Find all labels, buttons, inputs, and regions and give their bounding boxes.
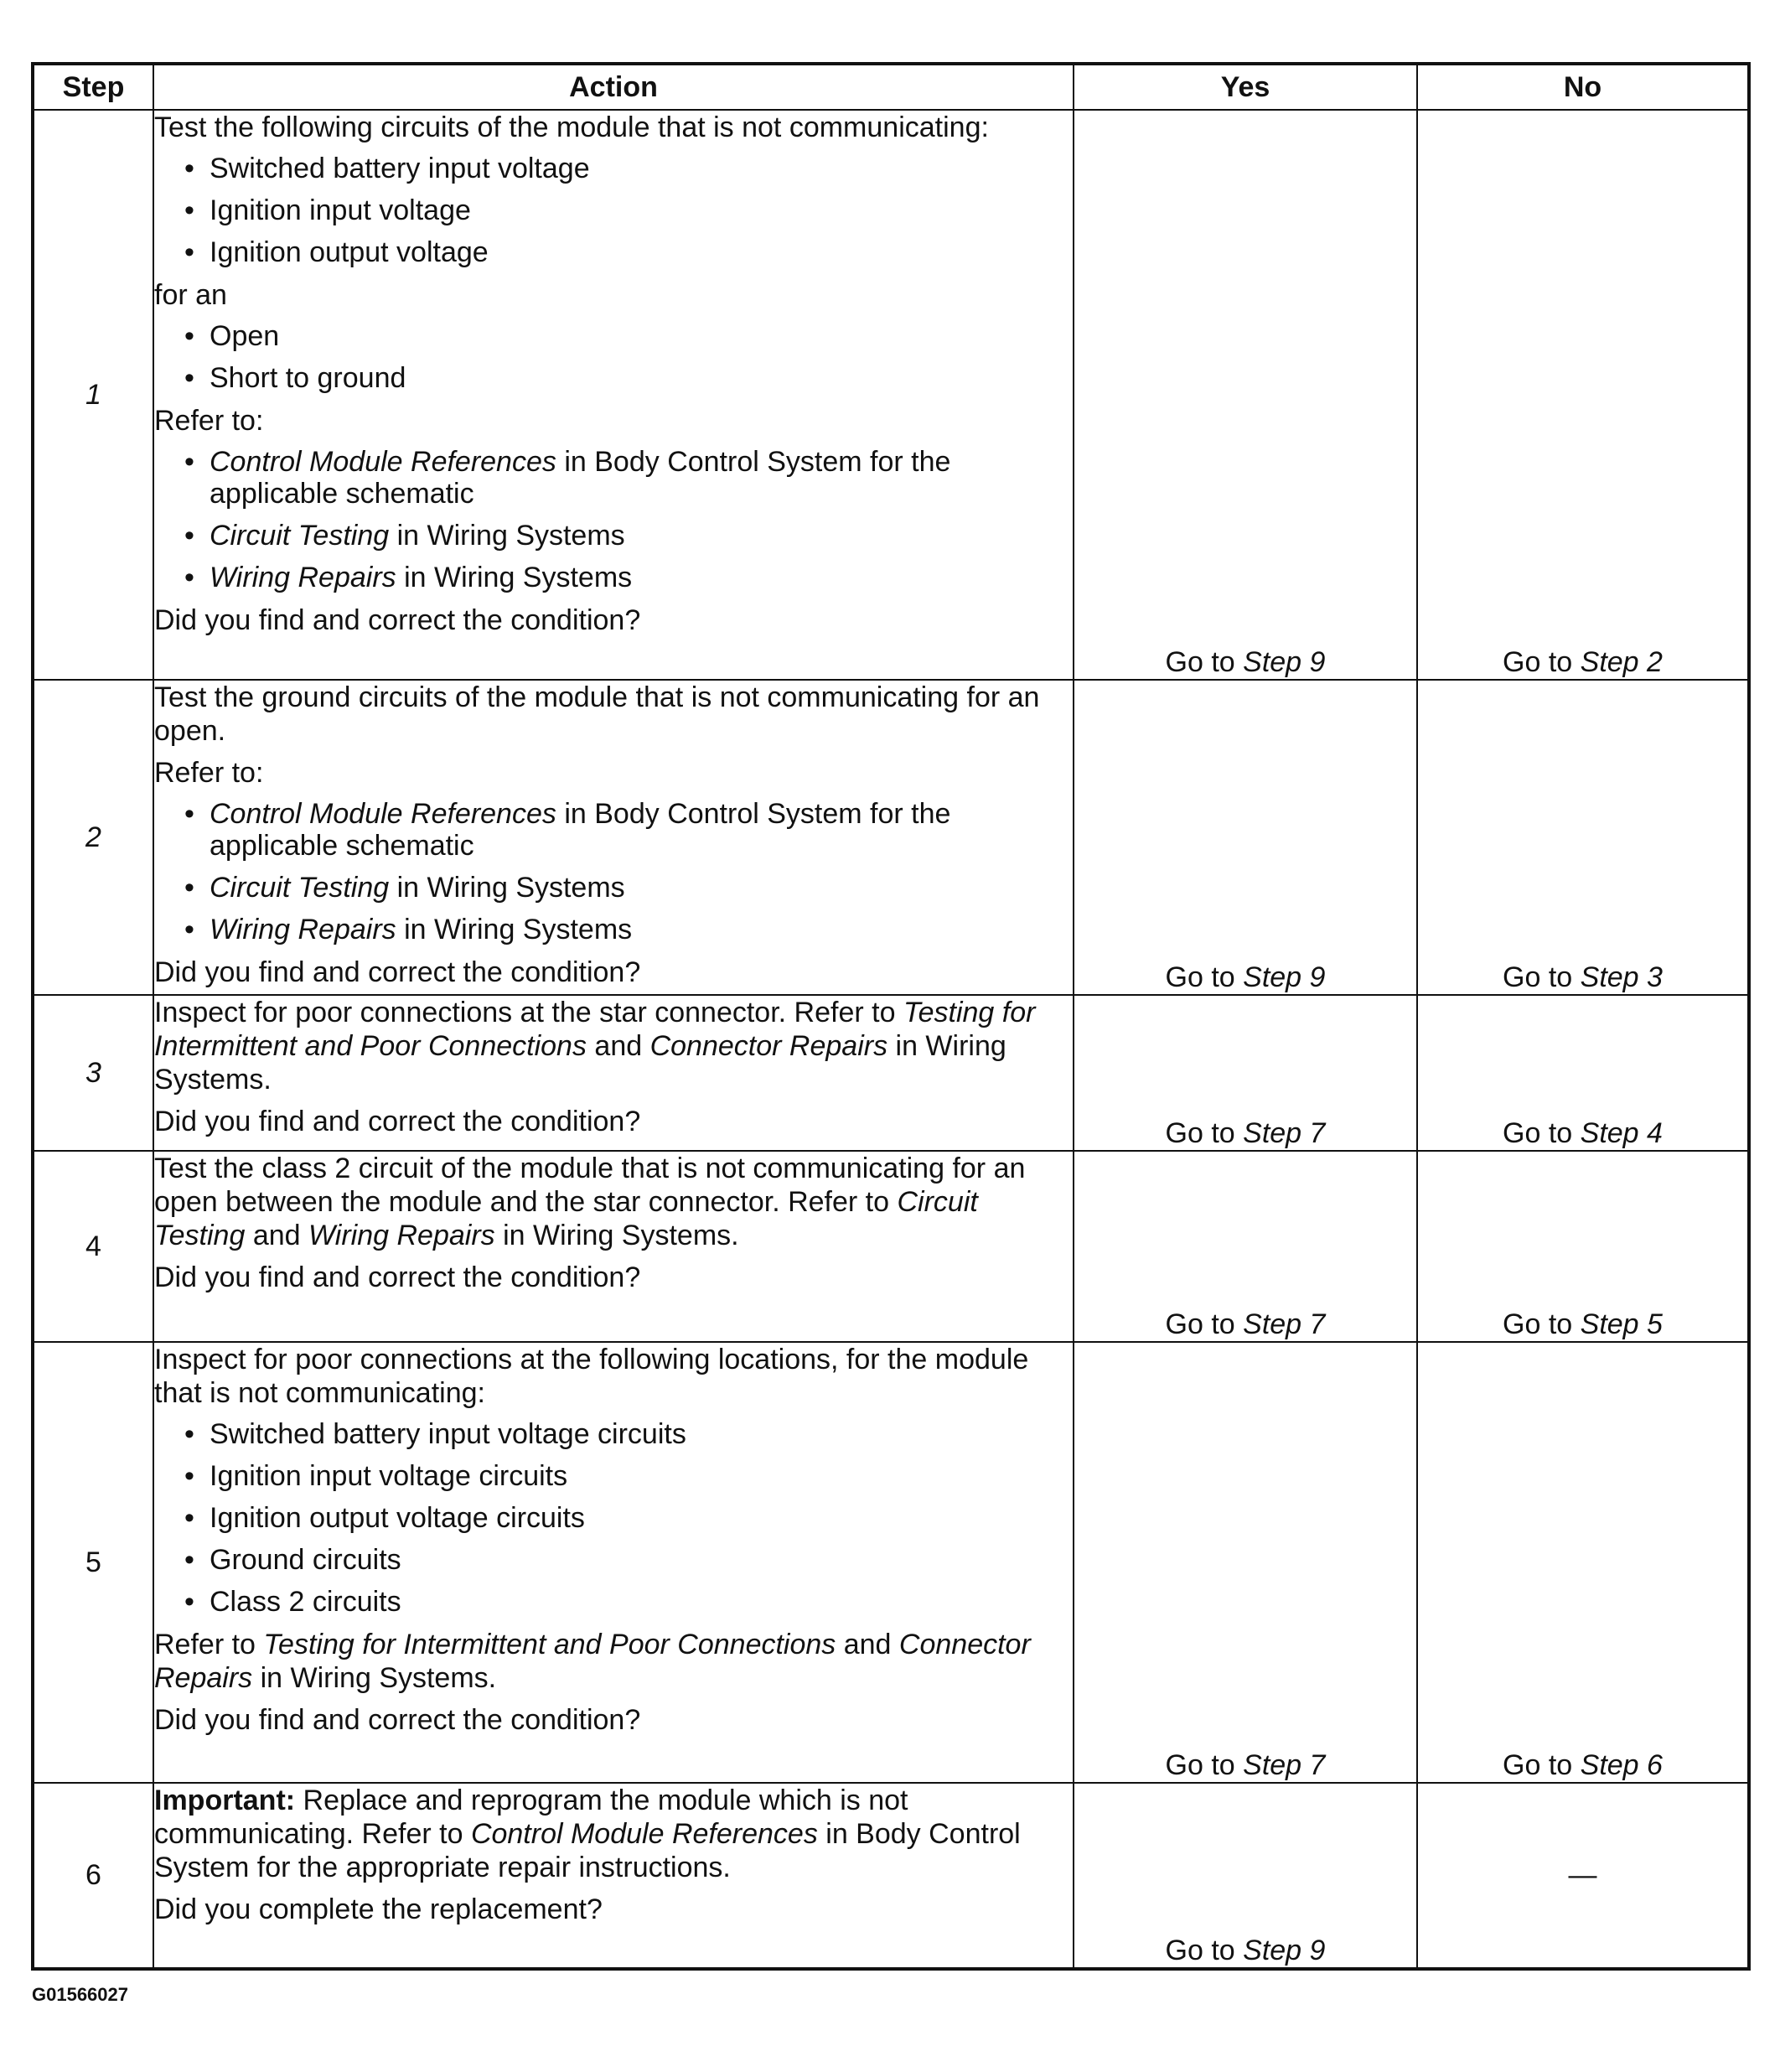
list-item: • Switched battery input voltage (184, 153, 1073, 184)
step-number: 4 (33, 1151, 153, 1342)
table-row (33, 1151, 1749, 1342)
yes-cell (1074, 1342, 1417, 1783)
step-number: 3 (33, 995, 153, 1151)
goto-step: Step 7 (1243, 1308, 1326, 1340)
text-run: in Wiring Systems. (154, 1030, 1006, 1096)
no-action-dash: — (1568, 1859, 1597, 1891)
goto-text: Go to (1165, 961, 1244, 993)
no-cell (1417, 995, 1749, 1151)
question-text: Did you find and correct the condition? (154, 1106, 641, 1137)
reference-title: Testing for Intermittent and Poor Connections (154, 997, 1036, 1062)
reference-title: Wiring Repairs (308, 1220, 495, 1251)
no-cell (1417, 110, 1749, 680)
yes-cell (1074, 1151, 1417, 1342)
header-action: Action (153, 64, 1074, 110)
text-run: in Wiring Systems. (252, 1662, 497, 1694)
question-text: Did you find and correct the condition? (154, 1261, 641, 1293)
reference-title: Circuit Testing (210, 520, 390, 552)
list-item (184, 872, 1073, 904)
reference-title: Circuit Testing (154, 1186, 978, 1251)
goto-text: Go to (1165, 1935, 1244, 1966)
goto-step: Step 7 (1243, 1749, 1326, 1781)
yes-cell (1074, 1783, 1417, 1969)
goto-step: Step 9 (1243, 1935, 1326, 1966)
goto-step: Step 7 (1243, 1117, 1326, 1149)
step-number: 2 (33, 680, 153, 995)
goto-text: Go to (1503, 1749, 1581, 1781)
goto-text: Go to (1503, 1308, 1581, 1340)
bullet-list (154, 1418, 1073, 1618)
text-run: and (586, 1030, 650, 1062)
important-label: Important: (154, 1785, 296, 1816)
step-number: 1 (33, 110, 153, 680)
text-run: Test the class 2 circuit of the module that is not communicating for an open between the module and the star connector. Refer to (154, 1153, 1026, 1218)
action-text: Test the following circuits of the module that is not communicating: (154, 111, 989, 143)
text-run: in Body Control System for the appropriate repair instructions. (154, 1818, 1021, 1883)
header-no: No (1417, 64, 1749, 110)
yes-cell (1074, 110, 1417, 680)
header-step: Step (33, 64, 153, 110)
text-run: Inspect for poor connections at the star connector. Refer to (154, 997, 903, 1028)
list-item (184, 562, 1073, 593)
action-cell (153, 995, 1074, 1151)
goto-text: Go to (1165, 646, 1244, 678)
list-item: • Switched battery input voltage circuits (184, 1418, 1073, 1450)
goto-step: Step 5 (1580, 1308, 1663, 1340)
reference-list (154, 446, 1073, 593)
question-text: Did you find and correct the condition? (154, 1704, 641, 1736)
header-yes: Yes (1074, 64, 1417, 110)
text-run: in Wiring Systems. (494, 1220, 739, 1251)
diagnostic-table-container (31, 62, 1751, 1971)
goto-step: Step 4 (1580, 1117, 1663, 1149)
goto-text: Go to (1503, 646, 1581, 678)
goto-step: Step 2 (1580, 646, 1663, 678)
table-row (33, 995, 1749, 1151)
figure-code: G01566027 (32, 1984, 128, 2005)
bullet-list (154, 320, 1073, 394)
yes-cell (1074, 680, 1417, 995)
reference-location: in Wiring Systems (389, 872, 625, 904)
reference-location: in Wiring Systems (389, 520, 625, 552)
goto-step: Step 9 (1243, 646, 1326, 678)
action-cell (153, 1151, 1074, 1342)
no-cell (1417, 1783, 1749, 1969)
action-text: Inspect for poor connections at the following locations, for the module that is not communicating: (154, 1344, 1029, 1409)
reference-location: in Wiring Systems (396, 914, 633, 945)
action-text: Refer to: (154, 757, 264, 789)
list-item: • Short to ground (184, 362, 1073, 394)
reference-title: Wiring Repairs (210, 914, 396, 945)
action-text: Test the ground circuits of the module that is not communicating for an open. (154, 681, 1040, 747)
question-text: Did you find and correct the condition? (154, 956, 641, 988)
action-cell (153, 110, 1074, 680)
diagnostic-table (31, 62, 1751, 1971)
action-text (154, 1628, 1073, 1695)
reference-title: Control Module References (470, 1818, 818, 1850)
reference-title: Connector Repairs (154, 1629, 1031, 1694)
question-text: Did you find and correct the condition? (154, 604, 641, 636)
reference-title: Wiring Repairs (210, 562, 396, 593)
question-text: Did you complete the replacement? (154, 1893, 603, 1925)
header-row (33, 64, 1749, 110)
action-cell (153, 680, 1074, 995)
table-row (33, 1342, 1749, 1783)
goto-step: Step 3 (1580, 961, 1663, 993)
goto-text: Go to (1503, 961, 1581, 993)
yes-cell (1074, 995, 1417, 1151)
no-cell (1417, 680, 1749, 995)
list-item: • Ignition output voltage (184, 236, 1073, 268)
bullet-list (154, 153, 1073, 268)
text-run: Replace and reprogram the module which is not communicating. Refer to (154, 1785, 908, 1850)
list-item: • Class 2 circuits (184, 1586, 1073, 1618)
table-row (33, 1783, 1749, 1969)
list-item (184, 446, 1073, 510)
list-item: • Ground circuits (184, 1544, 1073, 1576)
reference-title: Connector Repairs (649, 1030, 888, 1062)
goto-step: Step 9 (1243, 961, 1326, 993)
goto-text: Go to (1165, 1117, 1244, 1149)
text-run: Refer to (154, 1629, 264, 1660)
list-item (184, 520, 1073, 552)
action-cell (153, 1342, 1074, 1783)
list-item (184, 914, 1073, 945)
reference-location: in Body Control System for the applicable schematic (210, 798, 951, 862)
list-item: • Ignition input voltage (184, 194, 1073, 226)
text-run: and (245, 1220, 308, 1251)
action-text (154, 1152, 1073, 1252)
list-item (184, 798, 1073, 862)
list-item: • Ignition input voltage circuits (184, 1460, 1073, 1492)
reference-list (154, 798, 1073, 945)
goto-step: Step 6 (1580, 1749, 1663, 1781)
list-item: • Open (184, 320, 1073, 352)
action-text (154, 1784, 1073, 1884)
reference-title: Circuit Testing (210, 872, 390, 904)
list-item: • Ignition output voltage circuits (184, 1502, 1073, 1534)
table-row (33, 680, 1749, 995)
action-text (154, 996, 1073, 1096)
step-number: 6 (33, 1783, 153, 1969)
action-text: for an (154, 279, 227, 311)
goto-text: Go to (1503, 1117, 1581, 1149)
table-row (33, 110, 1749, 680)
action-cell (153, 1783, 1074, 1969)
reference-location: in Body Control System for the applicable schematic (210, 446, 951, 510)
action-text: Refer to: (154, 405, 264, 437)
text-run: and (836, 1629, 899, 1660)
reference-title: Control Module References (210, 446, 556, 478)
no-cell (1417, 1342, 1749, 1783)
reference-title: Control Module References (210, 798, 556, 830)
goto-text: Go to (1165, 1308, 1244, 1340)
step-number: 5 (33, 1342, 153, 1783)
goto-text: Go to (1165, 1749, 1244, 1781)
no-cell (1417, 1151, 1749, 1342)
reference-title: Testing for Intermittent and Poor Connections (263, 1629, 836, 1660)
reference-location: in Wiring Systems (396, 562, 633, 593)
